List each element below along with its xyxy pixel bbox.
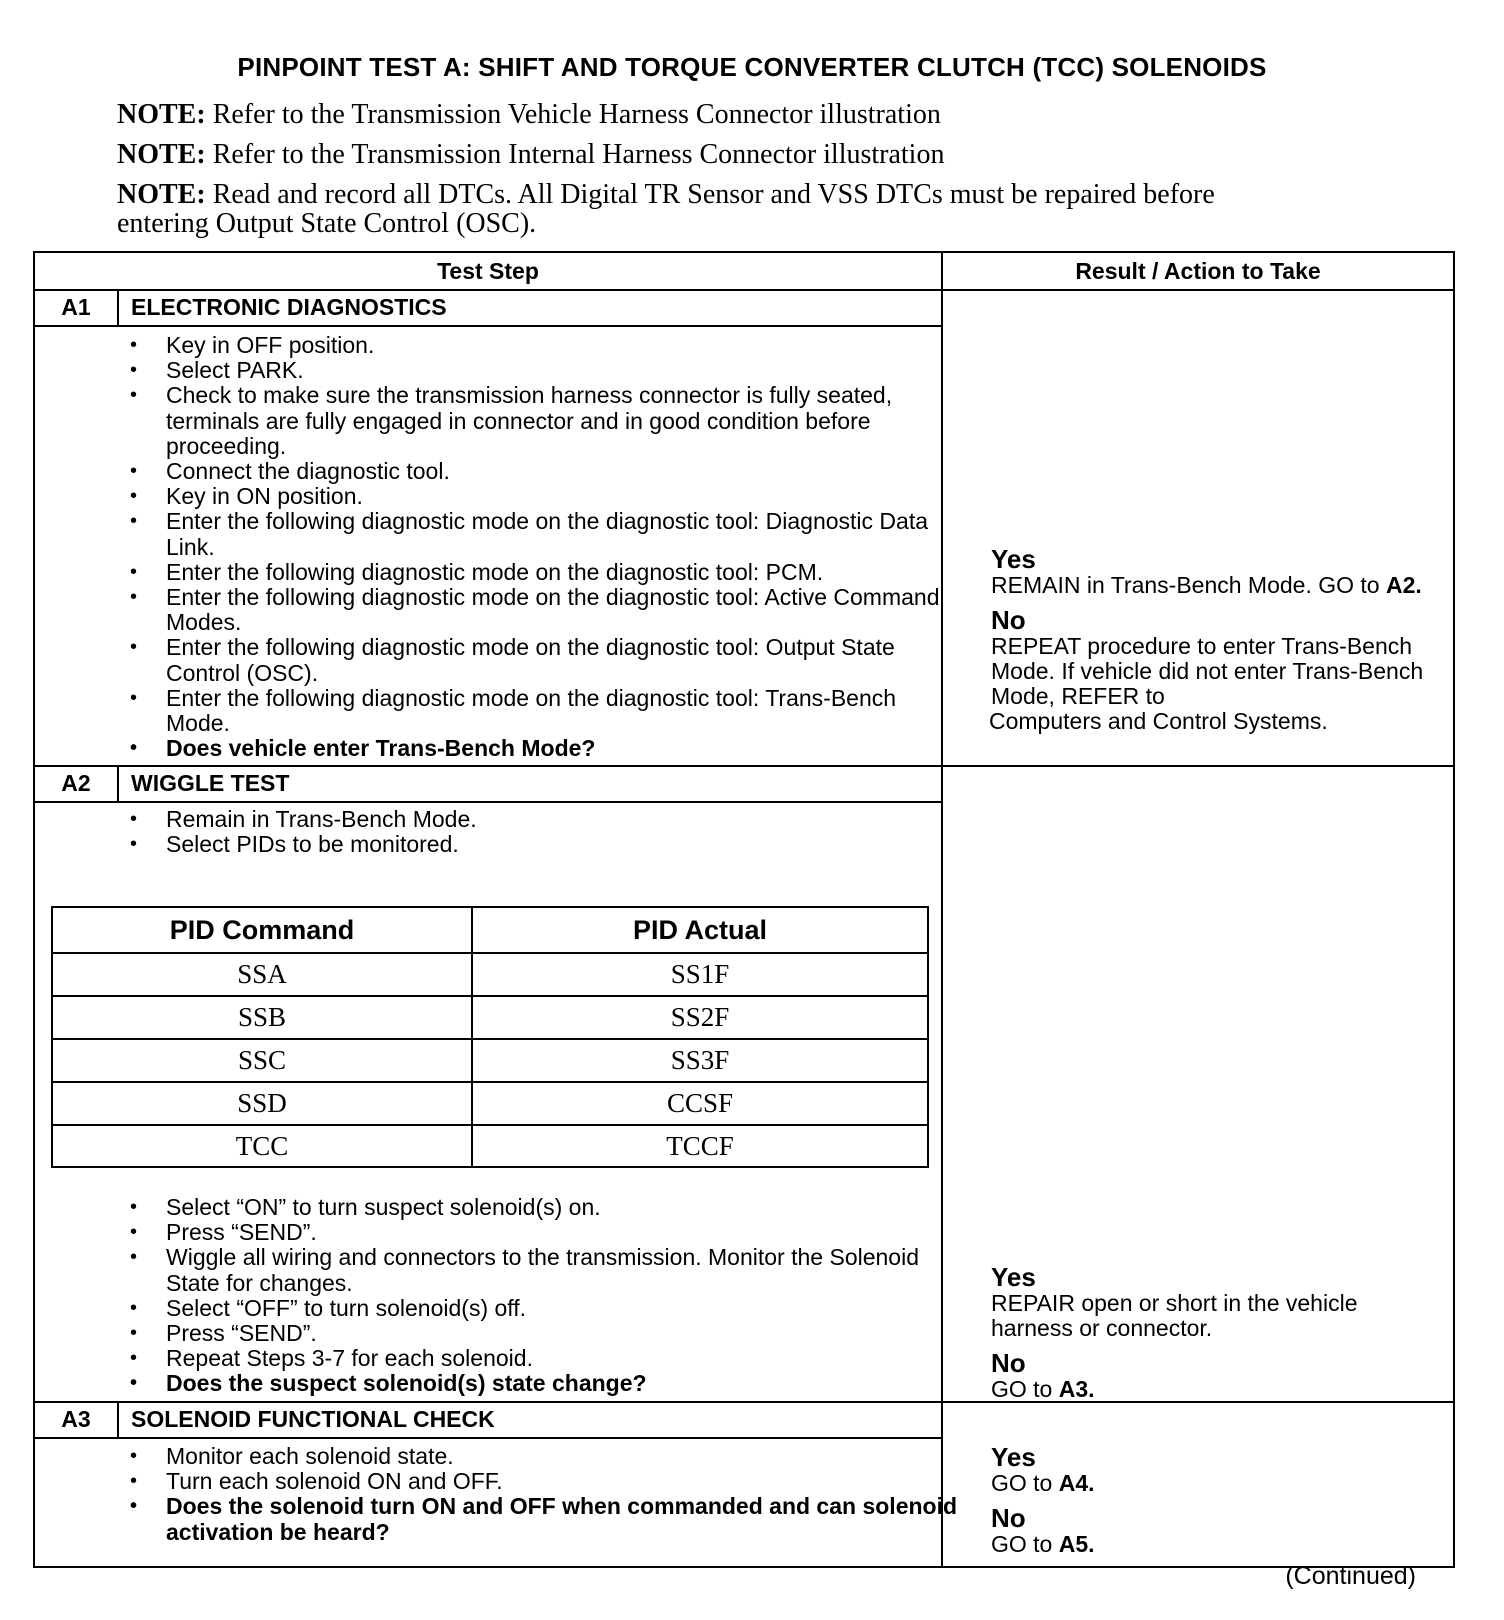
result-a1 bbox=[991, 545, 1451, 734]
step-id-a2: A2 bbox=[61, 770, 91, 796]
step-title-a3: SOLENOID FUNCTIONAL CHECK bbox=[131, 1406, 495, 1432]
list-item: • Press “SEND”. bbox=[130, 1321, 960, 1346]
list-item: • Check to make sure the transmission harness connector is fully seated, terminals are fully engaged in connector and in good condition before proceeding. bbox=[130, 383, 960, 459]
list-item: • Repeat Steps 3-7 for each solenoid. bbox=[130, 1346, 960, 1371]
no-action bbox=[991, 1532, 1451, 1557]
list-item: • Enter the following diagnostic mode on the diagnostic tool: PCM. bbox=[130, 560, 960, 585]
yes-label: Yes bbox=[991, 1442, 1036, 1472]
page-title: PINPOINT TEST A: SHIFT AND TORQUE CONVERTER CLUTCH (TCC) SOLENOIDS bbox=[237, 52, 1267, 82]
list-item: • Enter the following diagnostic mode on the diagnostic tool: Diagnostic Data Link. bbox=[130, 509, 960, 559]
step-a1-bullets bbox=[130, 333, 960, 761]
pid-actual-cell: SS3F bbox=[670, 1045, 730, 1075]
no-action-ref: Computers and Control Systems. bbox=[989, 708, 1328, 734]
no-action: REPEAT procedure to enter Trans-Bench Mode. If vehicle did not enter Trans-Bench Mode, REFER to bbox=[991, 633, 1424, 709]
pid-command-cell: SSA bbox=[237, 959, 287, 989]
no-text: GO to bbox=[991, 1531, 1059, 1557]
pid-actual-cell: SS2F bbox=[670, 1002, 730, 1032]
note-2 bbox=[117, 140, 1297, 170]
list-item: • Key in ON position. bbox=[130, 484, 960, 509]
yes-label: Yes bbox=[991, 544, 1036, 574]
list-item: • Select PARK. bbox=[130, 358, 960, 383]
step-title-a2: WIGGLE TEST bbox=[131, 770, 290, 796]
pid-command-cell: SSB bbox=[237, 1002, 287, 1032]
note-3 bbox=[117, 180, 1297, 238]
step-question: • Does the suspect solenoid(s) state change? bbox=[130, 1371, 960, 1396]
list-item: • Enter the following diagnostic mode on the diagnostic tool: Trans-Bench Mode. bbox=[130, 686, 960, 736]
header-test-step: Test Step bbox=[437, 258, 539, 284]
table-row bbox=[53, 952, 927, 997]
pinpoint-test-table bbox=[33, 251, 1455, 1568]
list-item: • Monitor each solenoid state. bbox=[130, 1444, 960, 1469]
note-label: NOTE: bbox=[117, 99, 206, 130]
list-item: • Enter the following diagnostic mode on the diagnostic tool: Active Command Modes. bbox=[130, 585, 960, 635]
no-action bbox=[991, 1377, 1411, 1402]
note-text: Refer to the Transmission Vehicle Harness Connector illustration bbox=[205, 99, 941, 130]
list-item: • Turn each solenoid ON and OFF. bbox=[130, 1469, 960, 1494]
pid-header-row bbox=[53, 908, 927, 953]
yes-action bbox=[991, 1471, 1451, 1496]
pid-table bbox=[51, 906, 929, 1168]
pid-actual-cell: TCCF bbox=[666, 1131, 734, 1161]
yes-label: Yes bbox=[991, 1262, 1036, 1292]
no-label: No bbox=[991, 1348, 1026, 1378]
table-row bbox=[53, 995, 927, 1040]
list-item: • Enter the following diagnostic mode on the diagnostic tool: Output State Control (OSC). bbox=[130, 635, 960, 685]
step-question: • Does the solenoid turn ON and OFF when commanded and can solenoid activation be heard? bbox=[130, 1494, 960, 1544]
list-item: • Key in OFF position. bbox=[130, 333, 960, 358]
pid-header-actual: PID Actual bbox=[632, 915, 768, 945]
table-row bbox=[53, 1124, 927, 1169]
list-item: • Connect the diagnostic tool. bbox=[130, 459, 960, 484]
table-row bbox=[53, 1038, 927, 1083]
note-label: NOTE: bbox=[117, 139, 206, 170]
no-text: GO to bbox=[991, 1376, 1059, 1402]
step-id-a3: A3 bbox=[61, 1406, 91, 1432]
no-ref: A3. bbox=[1058, 1376, 1095, 1402]
list-item: • Select PIDs to be monitored. bbox=[130, 832, 960, 857]
result-a2 bbox=[991, 1263, 1411, 1402]
yes-action bbox=[991, 573, 1451, 598]
table-row bbox=[53, 1081, 927, 1126]
step-a2-bullets-post bbox=[130, 1195, 960, 1397]
header-result: Result / Action to Take bbox=[1075, 258, 1321, 284]
list-item: • Select “ON” to turn suspect solenoid(s) on. bbox=[130, 1195, 960, 1220]
pid-actual-cell: CCSF bbox=[666, 1088, 734, 1118]
pid-command-cell: SSD bbox=[237, 1088, 287, 1118]
no-ref: A5. bbox=[1058, 1531, 1095, 1557]
pid-header-command: PID Command bbox=[169, 915, 355, 945]
yes-text: REMAIN in Trans-Bench Mode. GO to bbox=[991, 572, 1386, 598]
note-text: Refer to the Transmission Internal Harness Connector illustration bbox=[205, 139, 945, 170]
list-item: • Select “OFF” to turn solenoid(s) off. bbox=[130, 1296, 960, 1321]
note-label: NOTE: bbox=[117, 179, 206, 210]
yes-ref: A2. bbox=[1385, 572, 1422, 598]
yes-text: GO to bbox=[991, 1470, 1059, 1496]
result-a3 bbox=[991, 1443, 1451, 1557]
step-question: • Does vehicle enter Trans-Bench Mode? bbox=[130, 736, 960, 761]
step-a2-bullets-pre bbox=[130, 807, 960, 857]
step-title-a1: ELECTRONIC DIAGNOSTICS bbox=[131, 294, 447, 320]
yes-ref: A4. bbox=[1058, 1470, 1095, 1496]
note-text: Read and record all DTCs. All Digital TR Sensor and VSS DTCs must be repaired before entering Output State Control (OSC). bbox=[117, 179, 1215, 239]
pid-command-cell: SSC bbox=[237, 1045, 287, 1075]
step-a3-bullets bbox=[130, 1444, 960, 1545]
list-item: • Remain in Trans-Bench Mode. bbox=[130, 807, 960, 832]
step-id-a1: A1 bbox=[61, 294, 91, 320]
pid-actual-cell: SS1F bbox=[670, 959, 730, 989]
pid-command-cell: TCC bbox=[235, 1131, 289, 1161]
continued-label: (Continued) bbox=[1285, 1562, 1416, 1590]
list-item: • Press “SEND”. bbox=[130, 1220, 960, 1245]
no-label: No bbox=[991, 1503, 1026, 1533]
list-item: • Wiggle all wiring and connectors to the transmission. Monitor the Solenoid State for changes. bbox=[130, 1245, 960, 1295]
no-label: No bbox=[991, 605, 1026, 635]
yes-action: REPAIR open or short in the vehicle harness or connector. bbox=[991, 1290, 1358, 1341]
note-1 bbox=[117, 100, 1297, 130]
